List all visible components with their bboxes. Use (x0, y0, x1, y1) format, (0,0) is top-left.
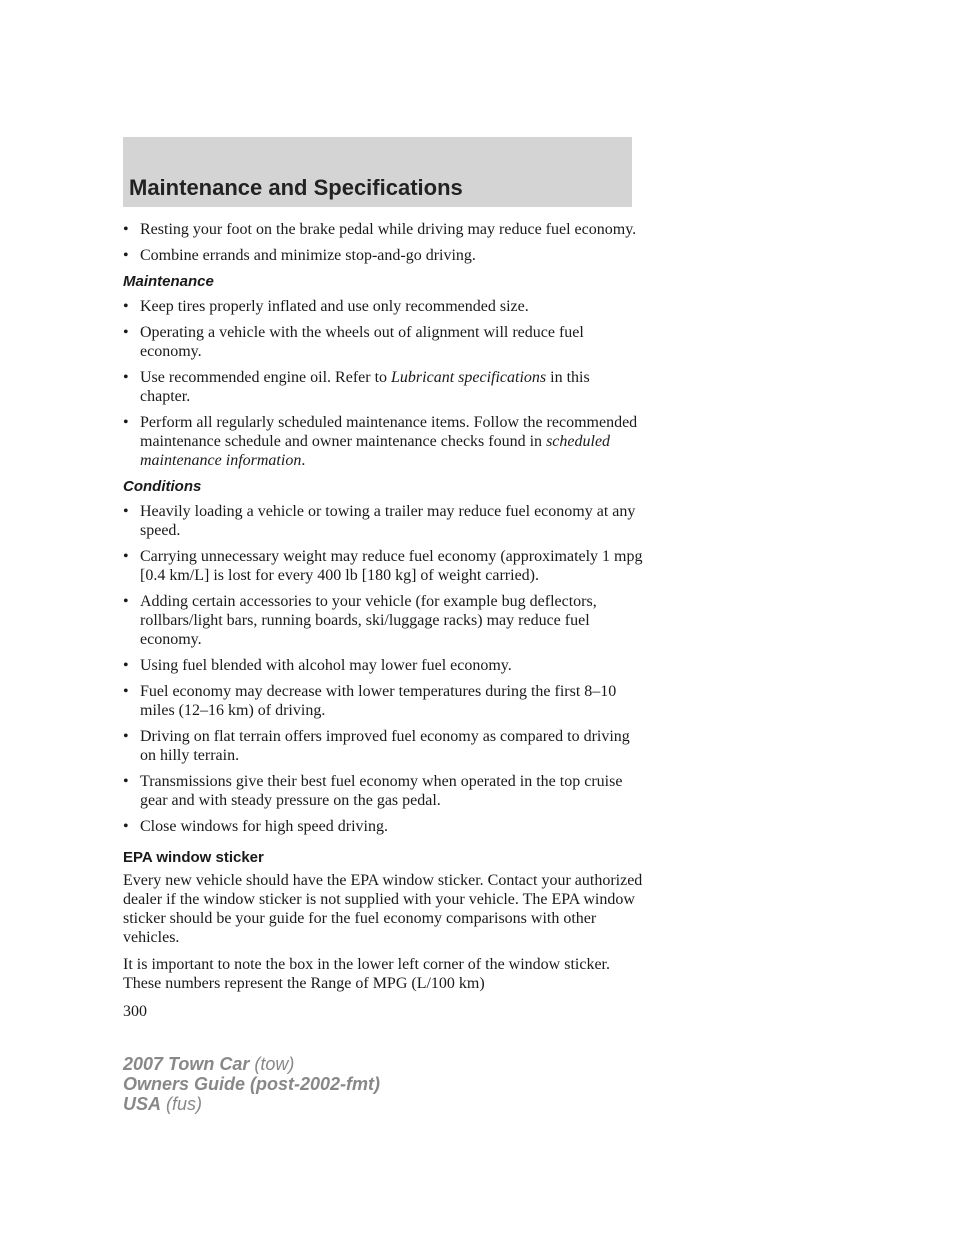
list-item (123, 547, 643, 585)
list-item (123, 413, 643, 470)
list-item (123, 220, 643, 239)
scheduled-maintenance-reference: scheduled maintenance information (140, 433, 611, 469)
paragraph: Every new vehicle should have the EPA window sticker. Contact your authorized dealer if the window sticker is not supplied with your vehicle. The EPA window sticker should be your guide for the fuel economy comparisons with other vehicles. (123, 872, 643, 946)
list-item-text: . (301, 452, 306, 469)
list-item-text: Resting your foot on the brake pedal while driving may reduce fuel economy. (140, 221, 637, 238)
bullet-icon: • (123, 324, 129, 341)
list-item-text: Using fuel blended with alcohol may lower fuel economy. (140, 657, 512, 674)
list-item (123, 817, 643, 836)
bullet-icon: • (123, 818, 129, 835)
conditions-heading: Conditions (123, 478, 202, 495)
list-item-text: Combine errands and minimize stop-and-go driving. (140, 247, 476, 264)
bullet-icon: • (123, 369, 129, 386)
list-item (123, 502, 643, 540)
list-item-text: Use recommended engine oil. Refer to (140, 369, 392, 386)
list-item (123, 656, 643, 675)
bullet-icon: • (123, 773, 129, 790)
footer-line-market (123, 1094, 380, 1114)
footer-market: USA (123, 1094, 162, 1114)
footer-model-code: (tow) (254, 1054, 295, 1074)
list-item-text: Fuel economy may decrease with lower temperatures during the first 8–10 miles (12–16 km) of driving. (140, 683, 617, 719)
list-item-text: Keep tires properly inflated and use only recommended size. (140, 298, 529, 315)
list-item-text: Close windows for high speed driving. (140, 818, 388, 835)
bullet-icon: • (123, 728, 129, 745)
bullet-icon: • (123, 221, 129, 238)
bullet-icon: • (123, 247, 129, 264)
list-item (123, 772, 643, 810)
footer-guide: Owners Guide (post-2002-fmt) (123, 1074, 381, 1094)
list-item-text: Heavily loading a vehicle or towing a trailer may reduce fuel economy at any speed. (140, 503, 636, 539)
bullet-icon: • (123, 298, 129, 315)
bullet-icon: • (123, 503, 129, 520)
document-footer (123, 1054, 380, 1114)
footer-line-model (123, 1054, 380, 1074)
list-item (123, 246, 643, 265)
bullet-icon: • (123, 657, 129, 674)
footer-line-guide (123, 1074, 380, 1094)
list-item (123, 592, 643, 649)
footer-model: 2007 Town Car (123, 1054, 250, 1074)
page-content (123, 220, 643, 1021)
page-number: 300 (123, 1003, 147, 1020)
list-item-text: Adding certain accessories to your vehicle (for example bug deflectors, rollbars/light bars, running boards, ski/luggage racks) may reduce fuel economy. (140, 593, 597, 648)
list-item (123, 727, 643, 765)
section-header-band (123, 137, 632, 207)
bullet-icon: • (123, 548, 129, 565)
paragraph: It is important to note the box in the lower left corner of the window sticker. These numbers represent the Range of MPG (L/100 km) (123, 956, 610, 992)
list-item-text: Operating a vehicle with the wheels out of alignment will reduce fuel economy. (140, 324, 584, 360)
list-item (123, 368, 643, 406)
section-title: Maintenance and Specifications (129, 175, 463, 200)
footer-market-code: (fus) (166, 1094, 203, 1114)
list-item-text: in this chapter. (140, 369, 590, 405)
list-item (123, 297, 643, 316)
list-item-text: Transmissions give their best fuel economy when operated in the top cruise gear and with steady pressure on the gas pedal. (140, 773, 623, 809)
list-item-text: Carrying unnecessary weight may reduce fuel economy (approximately 1 mpg [0.4 km/L] is lost for every 400 lb [180 kg] of weight carried). (140, 548, 643, 584)
list-item-text: Driving on flat terrain offers improved fuel economy as compared to driving on hilly terrain. (140, 728, 630, 764)
bullet-icon: • (123, 414, 129, 431)
maintenance-heading: Maintenance (123, 273, 214, 290)
bullet-icon: • (123, 683, 129, 700)
list-item-text: Perform all regularly scheduled maintenance items. Follow the recommended maintenance schedule and owner maintenance checks found in (140, 414, 638, 450)
list-item (123, 323, 643, 361)
bullet-icon: • (123, 593, 129, 610)
lubricant-specifications-reference: Lubricant specifications (391, 369, 547, 386)
list-item (123, 682, 643, 720)
epa-window-sticker-heading: EPA window sticker (123, 849, 264, 866)
